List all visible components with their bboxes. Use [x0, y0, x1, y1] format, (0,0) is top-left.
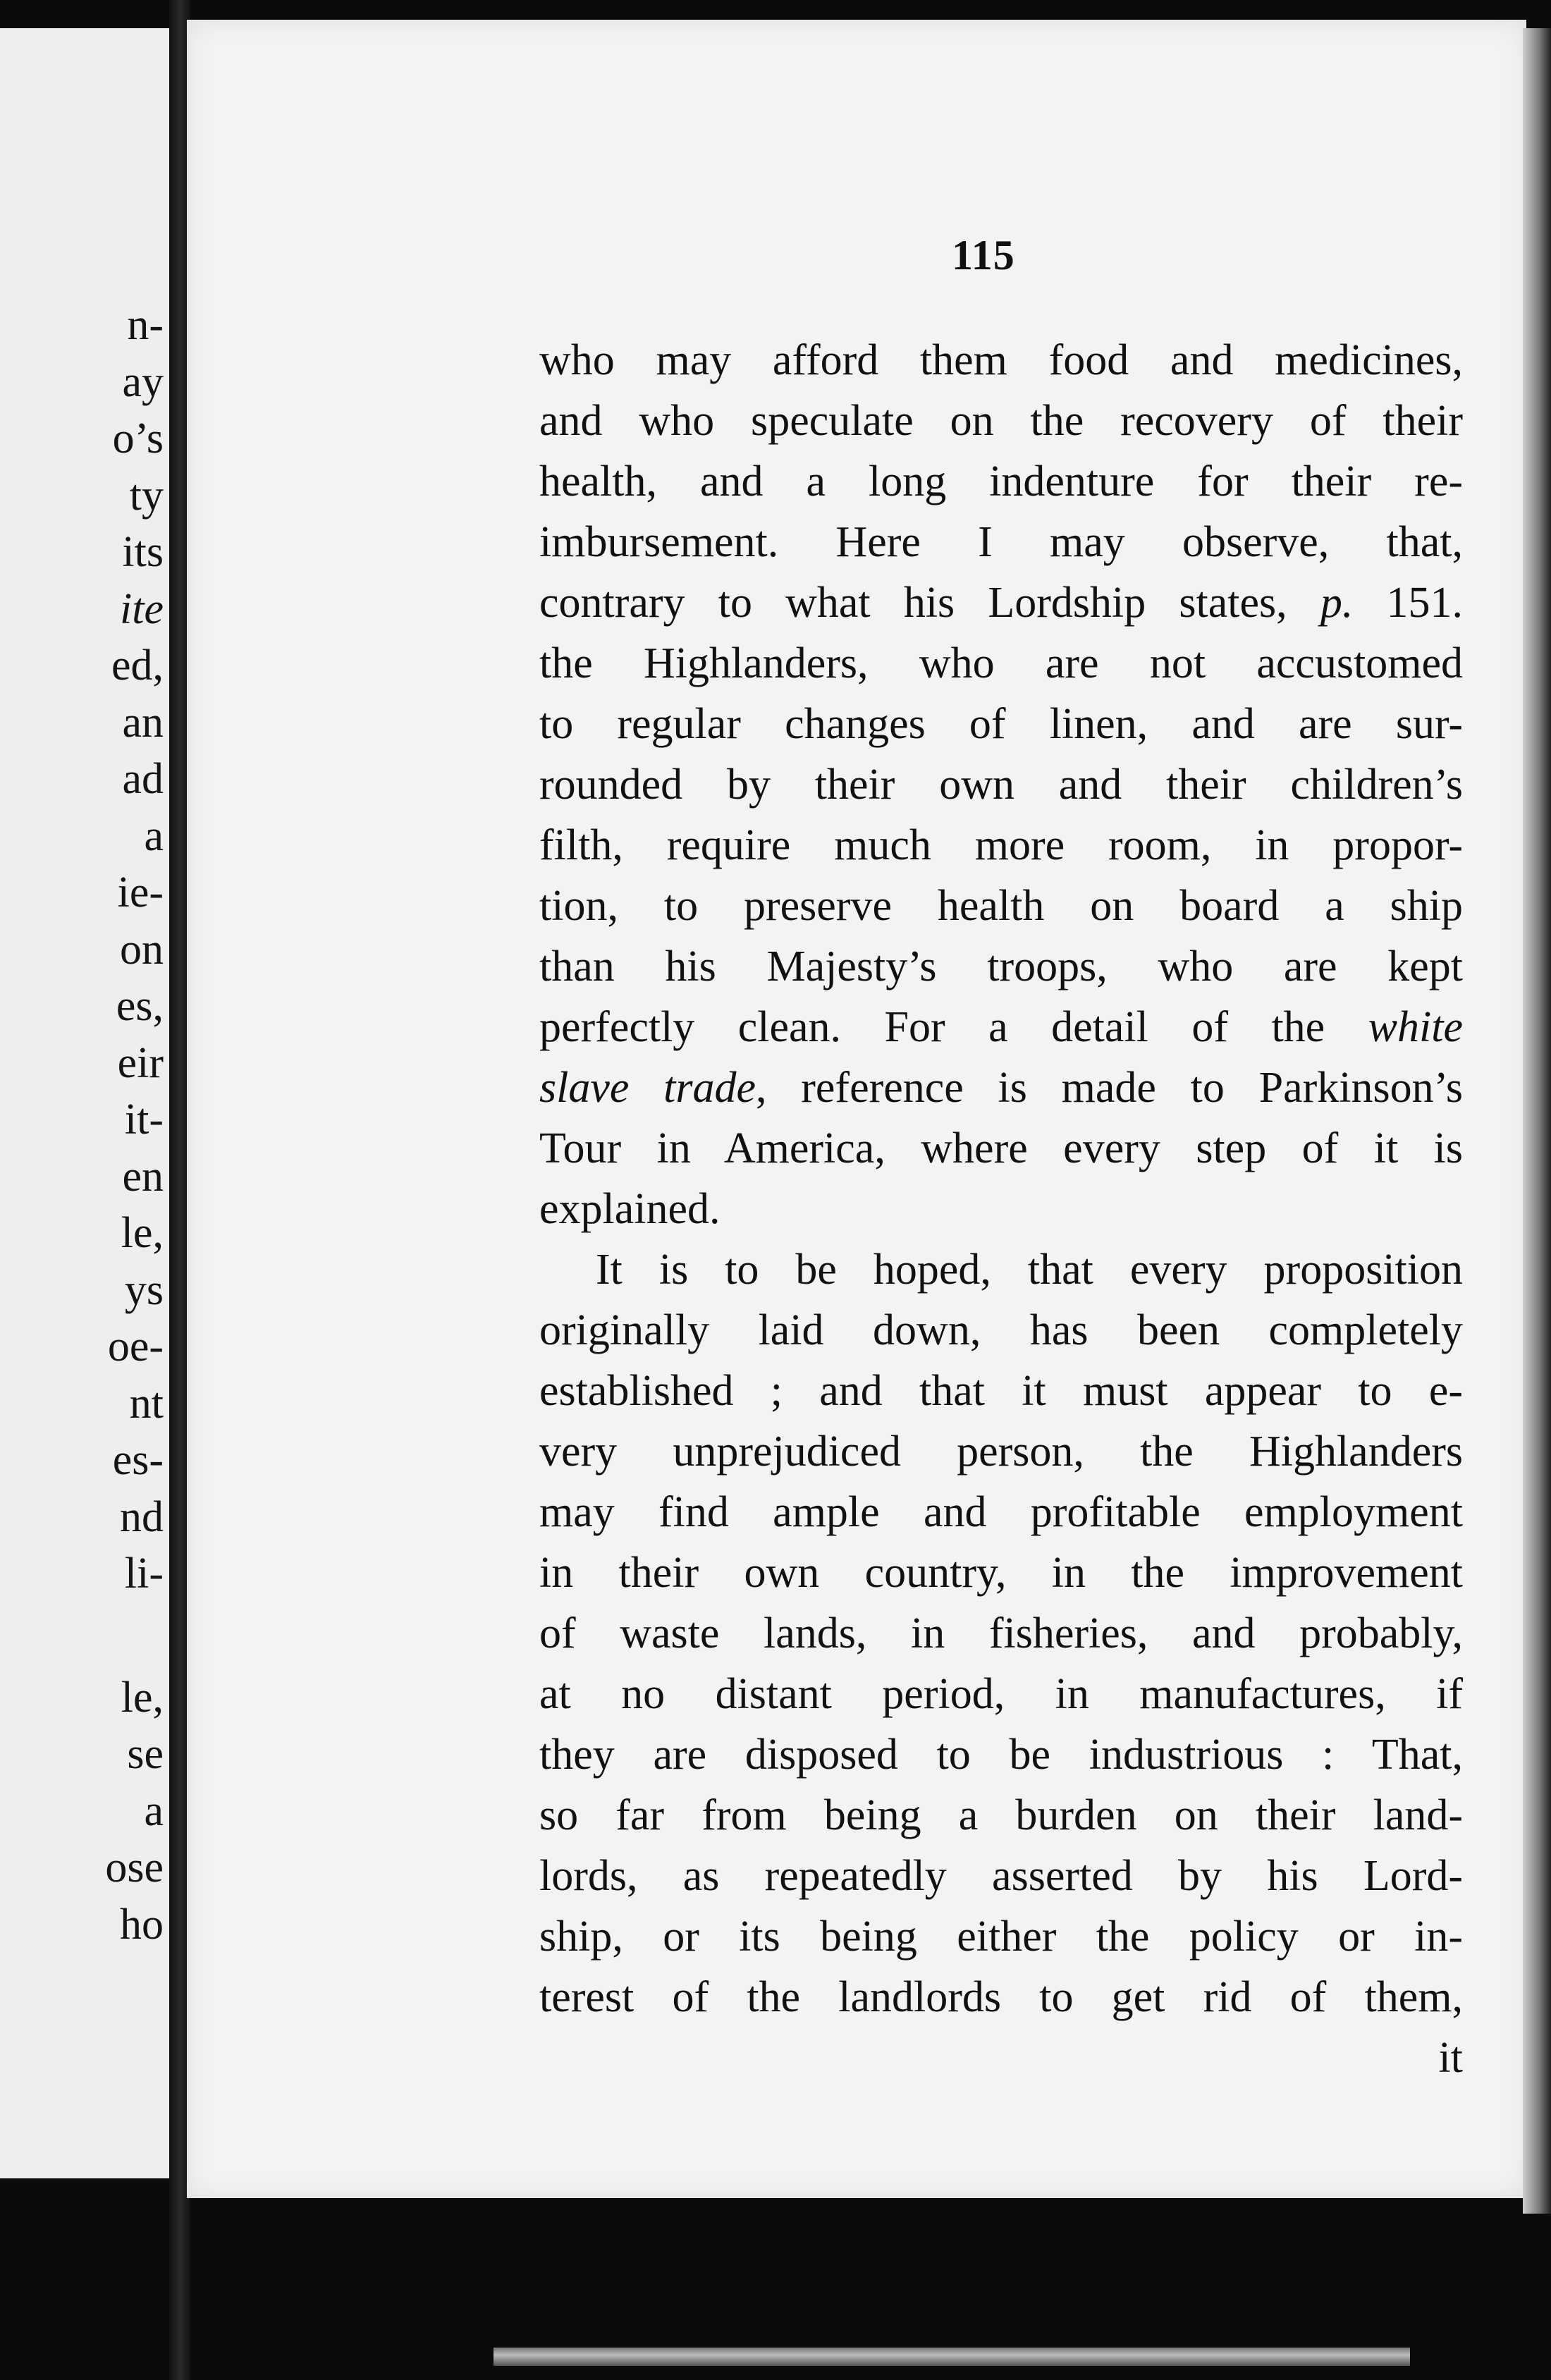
previous-page-fragment: o’s	[112, 415, 164, 462]
previous-page-fragment: a	[144, 811, 164, 860]
previous-page-fragment: le,	[121, 1673, 164, 1722]
previous-page-fragment: ho	[120, 1900, 164, 1949]
text-line: tion, to preserve health on board a ship	[539, 882, 1463, 930]
previous-page-fragment: nd	[120, 1492, 164, 1541]
previous-page-fragment: le,	[121, 1209, 164, 1257]
previous-page-fragment: nt	[129, 1379, 164, 1428]
previous-page-fragment: es-	[112, 1436, 164, 1484]
text-line: terest of the landlords to get rid of them,	[539, 1973, 1463, 2021]
previous-page-fragment: on	[120, 925, 164, 974]
previous-page-fragment: es,	[116, 982, 164, 1030]
previous-page-fragment: ie-	[117, 869, 164, 916]
text-line: at no distant period, in manufactures, if	[539, 1670, 1463, 1718]
previous-page-fragment: ad	[122, 755, 164, 803]
text-line: slave trade, reference is made to Parkinson’s	[539, 1064, 1463, 1112]
previous-page-fragment: eir	[117, 1038, 164, 1087]
body-text	[539, 330, 1463, 2088]
text-line: so far from being a burden on their land-	[539, 1791, 1463, 1839]
text-line: contrary to what his Lordship states, p. 151.	[539, 579, 1464, 627]
previous-page-fragment: an	[122, 698, 164, 747]
text-line: of waste lands, in fisheries, and probably,	[539, 1609, 1463, 1657]
scan-bottom-strip	[494, 2348, 1410, 2366]
previous-page-fragment: ay	[122, 357, 164, 406]
previous-page-fragment: li-	[124, 1550, 164, 1597]
text-line: It is to be hoped, that every proposition	[596, 1246, 1463, 1294]
text-line: very unprejudiced person, the Highlanders	[539, 1428, 1463, 1476]
text-line: perfectly clean. For a detail of the white	[539, 1003, 1463, 1051]
text-line: they are disposed to be industrious : That,	[539, 1731, 1463, 1779]
previous-page-fragment: ose	[105, 1844, 164, 1891]
text-line: lords, as repeatedly asserted by his Lord-	[539, 1852, 1463, 1900]
text-line: than his Majesty’s troops, who are kept	[539, 943, 1463, 990]
book-page	[187, 20, 1526, 2198]
previous-page-fragment: ty	[129, 471, 164, 520]
text-line: and who speculate on the recovery of their	[539, 397, 1463, 445]
page-edge-right	[1523, 28, 1551, 2214]
text-line: who may afford them food and medicines,	[539, 336, 1463, 384]
previous-page-fragment: n-	[127, 301, 164, 349]
catchword: it	[1438, 2034, 1463, 2082]
text-line: in their own country, in the improvement	[539, 1549, 1463, 1597]
previous-page-fragment: its	[122, 528, 164, 576]
previous-page-fragment: en	[122, 1152, 164, 1201]
previous-page-fragment: ite	[120, 584, 164, 633]
text-line: rounded by their own and their children’s	[539, 761, 1463, 809]
text-line: Tour in America, where every step of it is	[539, 1124, 1463, 1172]
previous-page-fragment: it-	[124, 1096, 164, 1143]
text-line: health, and a long indenture for their re-	[539, 458, 1463, 505]
text-line: explained.	[539, 1185, 721, 1233]
text-line: filth, require much more room, in propor-	[539, 821, 1463, 869]
previous-page-fragment: oe-	[107, 1323, 164, 1370]
previous-page-fragment: ys	[124, 1265, 164, 1314]
text-line: established ; and that it must appear to e-	[539, 1367, 1463, 1415]
previous-page-edge	[0, 28, 169, 2178]
text-line: to regular changes of linen, and are sur-	[539, 700, 1463, 748]
previous-page-fragment: se	[127, 1730, 164, 1778]
text-line: originally laid down, has been completely	[539, 1306, 1463, 1354]
text-line: may find ample and profitable employment	[539, 1488, 1463, 1536]
previous-page-fragment: a	[144, 1786, 164, 1835]
text-line: the Highlanders, who are not accustomed	[539, 639, 1463, 687]
text-line: ship, or its being either the policy or in-	[539, 1913, 1463, 1961]
page-number: 115	[952, 232, 1015, 278]
previous-page-fragment: ed,	[111, 642, 164, 689]
text-line: imbursement. Here I may observe, that,	[539, 518, 1463, 566]
